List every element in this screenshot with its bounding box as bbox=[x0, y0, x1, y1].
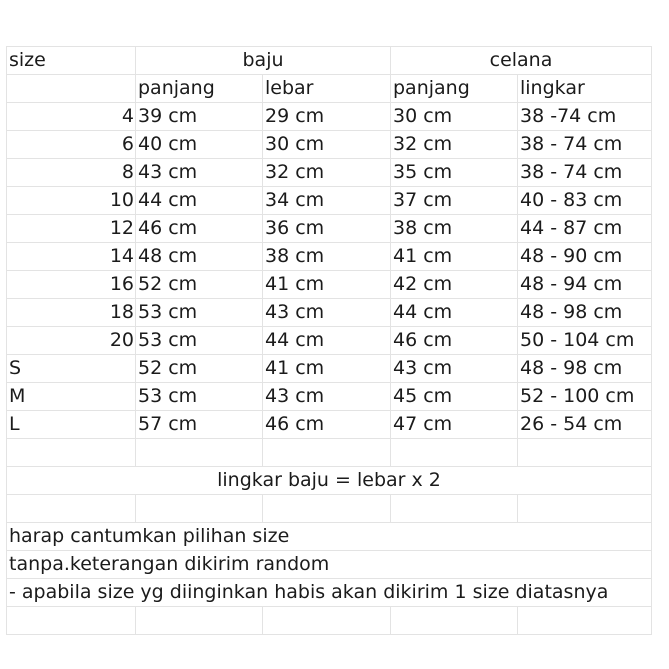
celana-lingkar-header: lingkar bbox=[518, 75, 652, 103]
celana-lingkar-cell: 40 - 83 cm bbox=[518, 187, 652, 215]
empty-cell bbox=[7, 495, 136, 523]
baju-lebar-cell: 44 cm bbox=[263, 327, 391, 355]
celana-lingkar-cell: 38 - 74 cm bbox=[518, 131, 652, 159]
empty-cell bbox=[263, 607, 391, 635]
baju-lebar-cell: 30 cm bbox=[263, 131, 391, 159]
celana-lingkar-cell: 48 - 98 cm bbox=[518, 355, 652, 383]
celana-lingkar-cell: 48 - 90 cm bbox=[518, 243, 652, 271]
baju-header: baju bbox=[136, 47, 391, 75]
celana-lingkar-cell: 44 - 87 cm bbox=[518, 215, 652, 243]
celana-lingkar-cell: 38 -74 cm bbox=[518, 103, 652, 131]
table-row bbox=[7, 383, 652, 411]
size-chart-body bbox=[7, 47, 652, 635]
baju-lebar-cell: 34 cm bbox=[263, 187, 391, 215]
empty-cell bbox=[136, 495, 263, 523]
header-row-group bbox=[7, 47, 652, 75]
celana-panjang-cell: 46 cm bbox=[391, 327, 518, 355]
celana-panjang-cell: 32 cm bbox=[391, 131, 518, 159]
baju-lebar-cell: 41 cm bbox=[263, 271, 391, 299]
size-cell: S bbox=[7, 355, 136, 383]
table-row bbox=[7, 327, 652, 355]
table-row bbox=[7, 215, 652, 243]
formula-row bbox=[7, 467, 652, 495]
baju-panjang-cell: 39 cm bbox=[136, 103, 263, 131]
baju-panjang-cell: 46 cm bbox=[136, 215, 263, 243]
spacer-row bbox=[7, 607, 652, 635]
empty-cell bbox=[136, 439, 263, 467]
size-cell: 18 bbox=[7, 299, 136, 327]
baju-panjang-cell: 53 cm bbox=[136, 299, 263, 327]
table-row bbox=[7, 271, 652, 299]
spacer-row bbox=[7, 439, 652, 467]
baju-lebar-header: lebar bbox=[263, 75, 391, 103]
size-chart-table bbox=[6, 46, 652, 635]
baju-lebar-cell: 29 cm bbox=[263, 103, 391, 131]
note-text: harap cantumkan pilihan size bbox=[7, 523, 652, 551]
baju-lebar-cell: 43 cm bbox=[263, 299, 391, 327]
table-row bbox=[7, 187, 652, 215]
celana-lingkar-cell: 52 - 100 cm bbox=[518, 383, 652, 411]
celana-panjang-cell: 42 cm bbox=[391, 271, 518, 299]
baju-lebar-cell: 32 cm bbox=[263, 159, 391, 187]
baju-panjang-cell: 57 cm bbox=[136, 411, 263, 439]
table-row bbox=[7, 103, 652, 131]
baju-lebar-cell: 46 cm bbox=[263, 411, 391, 439]
note-text: tanpa.keterangan dikirim random bbox=[7, 551, 652, 579]
baju-panjang-cell: 40 cm bbox=[136, 131, 263, 159]
note-row bbox=[7, 551, 652, 579]
empty-cell bbox=[7, 607, 136, 635]
baju-lebar-cell: 36 cm bbox=[263, 215, 391, 243]
note-text: - apabila size yg diinginkan habis akan dikirim 1 size diatasnya bbox=[7, 579, 652, 607]
celana-panjang-header: panjang bbox=[391, 75, 518, 103]
celana-lingkar-cell: 26 - 54 cm bbox=[518, 411, 652, 439]
size-cell: 8 bbox=[7, 159, 136, 187]
baju-lebar-cell: 41 cm bbox=[263, 355, 391, 383]
empty-cell bbox=[518, 495, 652, 523]
size-cell: M bbox=[7, 383, 136, 411]
celana-panjang-cell: 47 cm bbox=[391, 411, 518, 439]
celana-panjang-cell: 45 cm bbox=[391, 383, 518, 411]
table-row bbox=[7, 411, 652, 439]
empty-cell bbox=[518, 439, 652, 467]
baju-panjang-cell: 53 cm bbox=[136, 383, 263, 411]
celana-panjang-cell: 43 cm bbox=[391, 355, 518, 383]
size-cell: 6 bbox=[7, 131, 136, 159]
celana-panjang-cell: 30 cm bbox=[391, 103, 518, 131]
size-cell: 14 bbox=[7, 243, 136, 271]
header-row-sub bbox=[7, 75, 652, 103]
table-row bbox=[7, 159, 652, 187]
baju-panjang-cell: 52 cm bbox=[136, 355, 263, 383]
baju-lebar-cell: 43 cm bbox=[263, 383, 391, 411]
baju-panjang-cell: 43 cm bbox=[136, 159, 263, 187]
table-row bbox=[7, 243, 652, 271]
baju-panjang-cell: 44 cm bbox=[136, 187, 263, 215]
size-header: size bbox=[7, 47, 136, 75]
celana-panjang-cell: 44 cm bbox=[391, 299, 518, 327]
celana-panjang-cell: 37 cm bbox=[391, 187, 518, 215]
empty-cell bbox=[136, 607, 263, 635]
celana-panjang-cell: 41 cm bbox=[391, 243, 518, 271]
size-cell: 4 bbox=[7, 103, 136, 131]
empty-cell bbox=[518, 607, 652, 635]
formula-text: lingkar baju = lebar x 2 bbox=[7, 467, 652, 495]
empty-cell bbox=[263, 495, 391, 523]
baju-panjang-cell: 48 cm bbox=[136, 243, 263, 271]
celana-lingkar-cell: 48 - 98 cm bbox=[518, 299, 652, 327]
baju-lebar-cell: 38 cm bbox=[263, 243, 391, 271]
table-row bbox=[7, 355, 652, 383]
table-row bbox=[7, 131, 652, 159]
empty-cell bbox=[7, 439, 136, 467]
empty-cell bbox=[263, 439, 391, 467]
celana-lingkar-cell: 50 - 104 cm bbox=[518, 327, 652, 355]
celana-panjang-cell: 35 cm bbox=[391, 159, 518, 187]
celana-header: celana bbox=[391, 47, 652, 75]
baju-panjang-header: panjang bbox=[136, 75, 263, 103]
table-row bbox=[7, 299, 652, 327]
size-cell: 10 bbox=[7, 187, 136, 215]
baju-panjang-cell: 52 cm bbox=[136, 271, 263, 299]
empty-cell bbox=[391, 495, 518, 523]
empty-cell bbox=[7, 75, 136, 103]
size-cell: 16 bbox=[7, 271, 136, 299]
note-row bbox=[7, 579, 652, 607]
size-cell: 20 bbox=[7, 327, 136, 355]
celana-lingkar-cell: 38 - 74 cm bbox=[518, 159, 652, 187]
note-row bbox=[7, 523, 652, 551]
size-cell: L bbox=[7, 411, 136, 439]
celana-lingkar-cell: 48 - 94 cm bbox=[518, 271, 652, 299]
baju-panjang-cell: 53 cm bbox=[136, 327, 263, 355]
empty-cell bbox=[391, 439, 518, 467]
celana-panjang-cell: 38 cm bbox=[391, 215, 518, 243]
empty-cell bbox=[391, 607, 518, 635]
size-cell: 12 bbox=[7, 215, 136, 243]
spacer-row bbox=[7, 495, 652, 523]
